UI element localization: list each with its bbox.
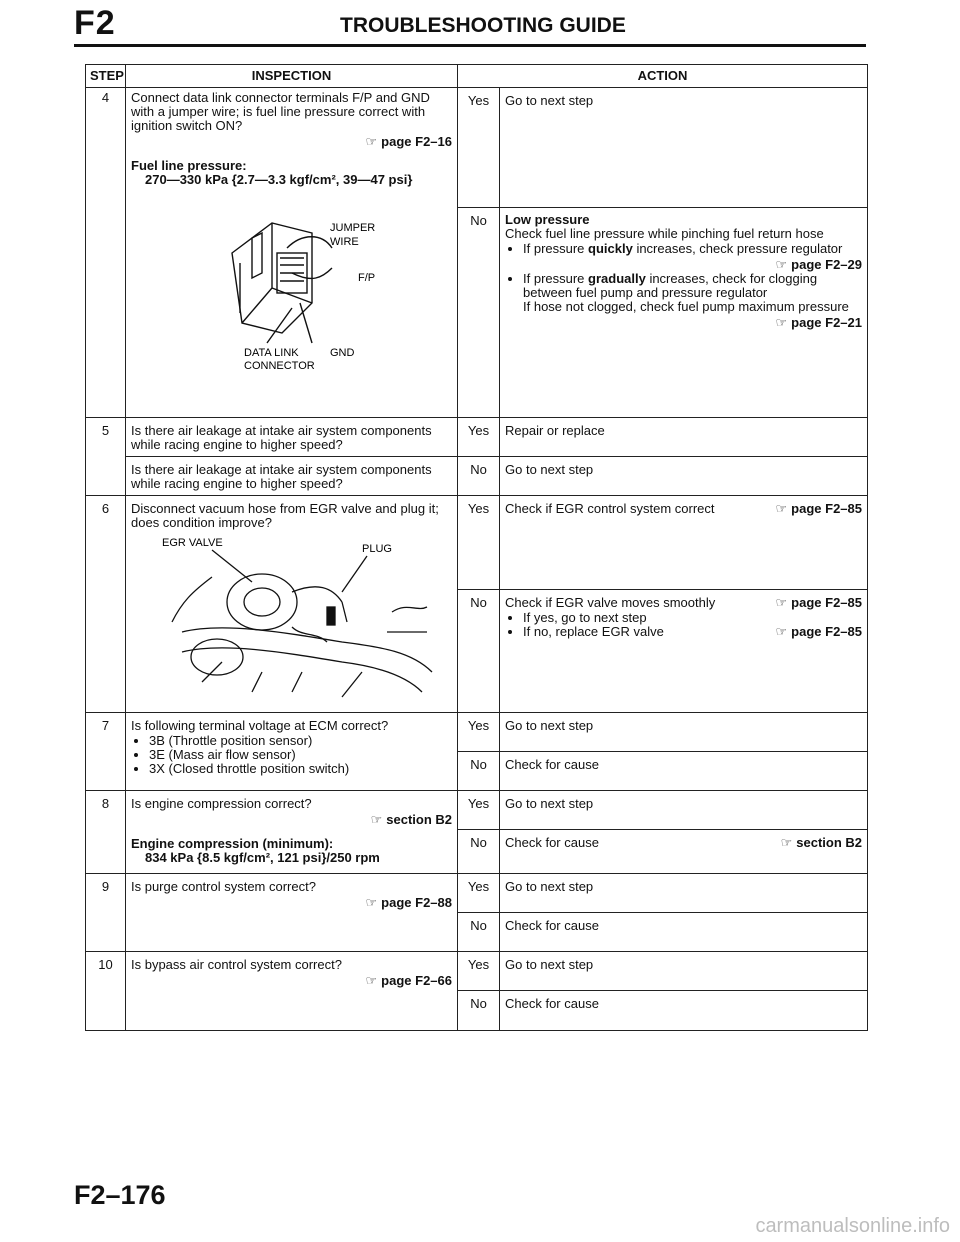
page-reference: ☞ page F2–88 xyxy=(365,895,452,910)
spec-label: Fuel line pressure: xyxy=(131,158,247,173)
answer-no: No xyxy=(458,752,500,791)
table-row xyxy=(86,713,868,752)
answer-yes: Yes xyxy=(458,713,500,752)
col-inspection: INSPECTION xyxy=(126,65,458,88)
inspection-cell xyxy=(126,88,458,418)
page-reference: ☞ page F2–21 xyxy=(775,315,862,330)
inspection-text: Is following terminal voltage at ECM correct? xyxy=(131,718,389,733)
answer-no: No xyxy=(458,457,500,496)
egr-valve-figure xyxy=(142,532,442,702)
action-cell: Go to next step xyxy=(500,88,868,208)
svg-text:PLUG: PLUG xyxy=(361,543,392,555)
svg-text:DATA LINK: DATA LINK xyxy=(243,347,299,359)
pointing-hand-icon: ☞ xyxy=(775,501,788,516)
action-cell: Check for cause xyxy=(500,991,868,1031)
action-cell: Repair or replace xyxy=(500,418,868,457)
pointing-hand-icon: ☞ xyxy=(775,257,788,272)
section-reference: ☞ section B2 xyxy=(780,835,862,850)
inspection-text: Connect data link connector terminals F/P and GND with a jumper wire; is fuel line pressure correct with ignition switch ON? xyxy=(131,90,430,133)
svg-text:CONNECTOR: CONNECTOR xyxy=(243,360,315,372)
spec-value: 270—330 kPa {2.7—3.3 kgf/cm², 39—47 psi} xyxy=(145,172,413,187)
pointing-hand-icon: ☞ xyxy=(780,835,793,850)
answer-yes: Yes xyxy=(458,88,500,208)
inspection-list xyxy=(131,734,452,776)
troubleshooting-table xyxy=(85,64,868,1031)
list-item: • 3E (Mass air flow sensor) xyxy=(149,748,452,762)
header-rule xyxy=(74,44,866,47)
answer-yes: Yes xyxy=(458,496,500,590)
col-step: STEP xyxy=(86,65,126,88)
step-number: 7 xyxy=(86,713,126,791)
inspection-text: Is purge control system correct? xyxy=(131,879,316,894)
inspection-cell xyxy=(126,874,458,952)
inspection-text: Disconnect vacuum hose from EGR valve and plug it; does condition improve? xyxy=(131,501,439,530)
action-cell: Check if EGR control system correct ☞ page F2–85 xyxy=(500,496,868,590)
spec-label: Engine compression (minimum): xyxy=(131,836,334,851)
action-cell: Check for cause ☞ section B2 xyxy=(500,830,868,874)
pointing-hand-icon: ☞ xyxy=(365,134,378,149)
inspection-text: Is there air leakage at intake air system components while racing engine to higher speed? xyxy=(126,418,458,457)
inspection-cell xyxy=(126,496,458,713)
page-reference: ☞ page F2–85 xyxy=(775,595,862,610)
section-code: F2 xyxy=(74,4,116,42)
inspection-cell xyxy=(126,791,458,874)
pointing-hand-icon: ☞ xyxy=(775,315,788,330)
action-text: Check fuel line pressure while pinching fuel return hose xyxy=(505,226,824,241)
page-reference: ☞ page F2–29 xyxy=(775,257,862,272)
pointing-hand-icon: ☞ xyxy=(775,595,788,610)
answer-no: No xyxy=(458,991,500,1031)
action-cell: Check for cause xyxy=(500,913,868,952)
list-item: • If pressure quickly increases, check pressure regulator ☞ page F2–29 xyxy=(523,242,862,272)
answer-yes: Yes xyxy=(458,791,500,830)
action-cell: Check for cause xyxy=(500,752,868,791)
inspection-text: Is bypass air control system correct? xyxy=(131,957,342,972)
col-action: ACTION xyxy=(458,65,868,88)
step-number: 8 xyxy=(86,791,126,874)
answer-yes: Yes xyxy=(458,418,500,457)
list-item: • If yes, go to next step xyxy=(523,611,862,625)
page-reference: ☞ page F2–66 xyxy=(365,973,452,988)
answer-yes: Yes xyxy=(458,874,500,913)
page-number: F2–176 xyxy=(74,1180,166,1210)
inspection-cell xyxy=(126,952,458,1031)
table-row xyxy=(86,457,868,496)
page-reference: ☞ page F2–85 xyxy=(775,624,862,639)
answer-yes: Yes xyxy=(458,952,500,991)
pointing-hand-icon: ☞ xyxy=(775,624,788,639)
section-reference: ☞ section B2 xyxy=(370,812,452,827)
step-number: 5 xyxy=(86,418,126,496)
svg-text:F/P: F/P xyxy=(357,272,375,284)
list-item: • If no, replace EGR valve ☞ page F2–85 xyxy=(523,625,862,639)
pointing-hand-icon: ☞ xyxy=(370,812,383,827)
table-header-row xyxy=(86,65,868,88)
watermark: carmanualsonline.info xyxy=(755,1215,950,1237)
action-cell: Go to next step xyxy=(500,457,868,496)
action-cell: Go to next step xyxy=(500,874,868,913)
table-row xyxy=(86,791,868,830)
table-row xyxy=(86,496,868,590)
table-row xyxy=(86,418,868,457)
answer-no: No xyxy=(458,208,500,418)
svg-text:JUMPER: JUMPER xyxy=(329,222,375,234)
page-reference: ☞ page F2–16 xyxy=(365,134,452,149)
step-number: 4 xyxy=(86,88,126,418)
table-row xyxy=(86,88,868,208)
step-number: 10 xyxy=(86,952,126,1031)
answer-no: No xyxy=(458,913,500,952)
page-reference: ☞ page F2–85 xyxy=(775,501,862,516)
answer-no: No xyxy=(458,590,500,713)
action-list xyxy=(505,242,862,330)
inspection-text: Is there air leakage at intake air system components while racing engine to higher speed? xyxy=(126,457,458,496)
list-item: • 3B (Throttle position sensor) xyxy=(149,734,452,748)
pointing-hand-icon: ☞ xyxy=(365,973,378,988)
step-number: 9 xyxy=(86,874,126,952)
table-row xyxy=(86,952,868,991)
pointing-hand-icon: ☞ xyxy=(365,895,378,910)
list-item: • 3X (Closed throttle position switch) xyxy=(149,762,452,776)
action-cell: Go to next step xyxy=(500,713,868,752)
svg-text:EGR VALVE: EGR VALVE xyxy=(161,537,223,549)
action-list xyxy=(505,611,862,639)
step-number: 6 xyxy=(86,496,126,713)
action-title: Low pressure xyxy=(505,212,590,227)
svg-text:WIRE: WIRE xyxy=(329,236,359,248)
page-title: TROUBLESHOOTING GUIDE xyxy=(340,14,626,37)
action-cell xyxy=(500,208,868,418)
action-cell: Go to next step xyxy=(500,952,868,991)
inspection-text: Is engine compression correct? xyxy=(131,796,312,811)
action-cell: Check if EGR valve moves smoothly ☞ page F2–85 • If yes, go to next step • If no, replace EGR valve ☞ page F2–85 xyxy=(500,590,868,713)
svg-text:GND: GND xyxy=(329,347,354,359)
data-link-connector-figure xyxy=(162,193,422,373)
answer-no: No xyxy=(458,830,500,874)
spec-value: 834 kPa {8.5 kgf/cm², 121 psi}/250 rpm xyxy=(145,850,380,865)
table-row xyxy=(86,874,868,913)
list-item: • If pressure gradually increases, check for clogging between fuel pump and pressure regulator If hose not clogged, check fuel pump maximum pressure ☞ page F2–21 xyxy=(523,272,862,330)
action-cell: Go to next step xyxy=(500,791,868,830)
inspection-cell xyxy=(126,713,458,791)
